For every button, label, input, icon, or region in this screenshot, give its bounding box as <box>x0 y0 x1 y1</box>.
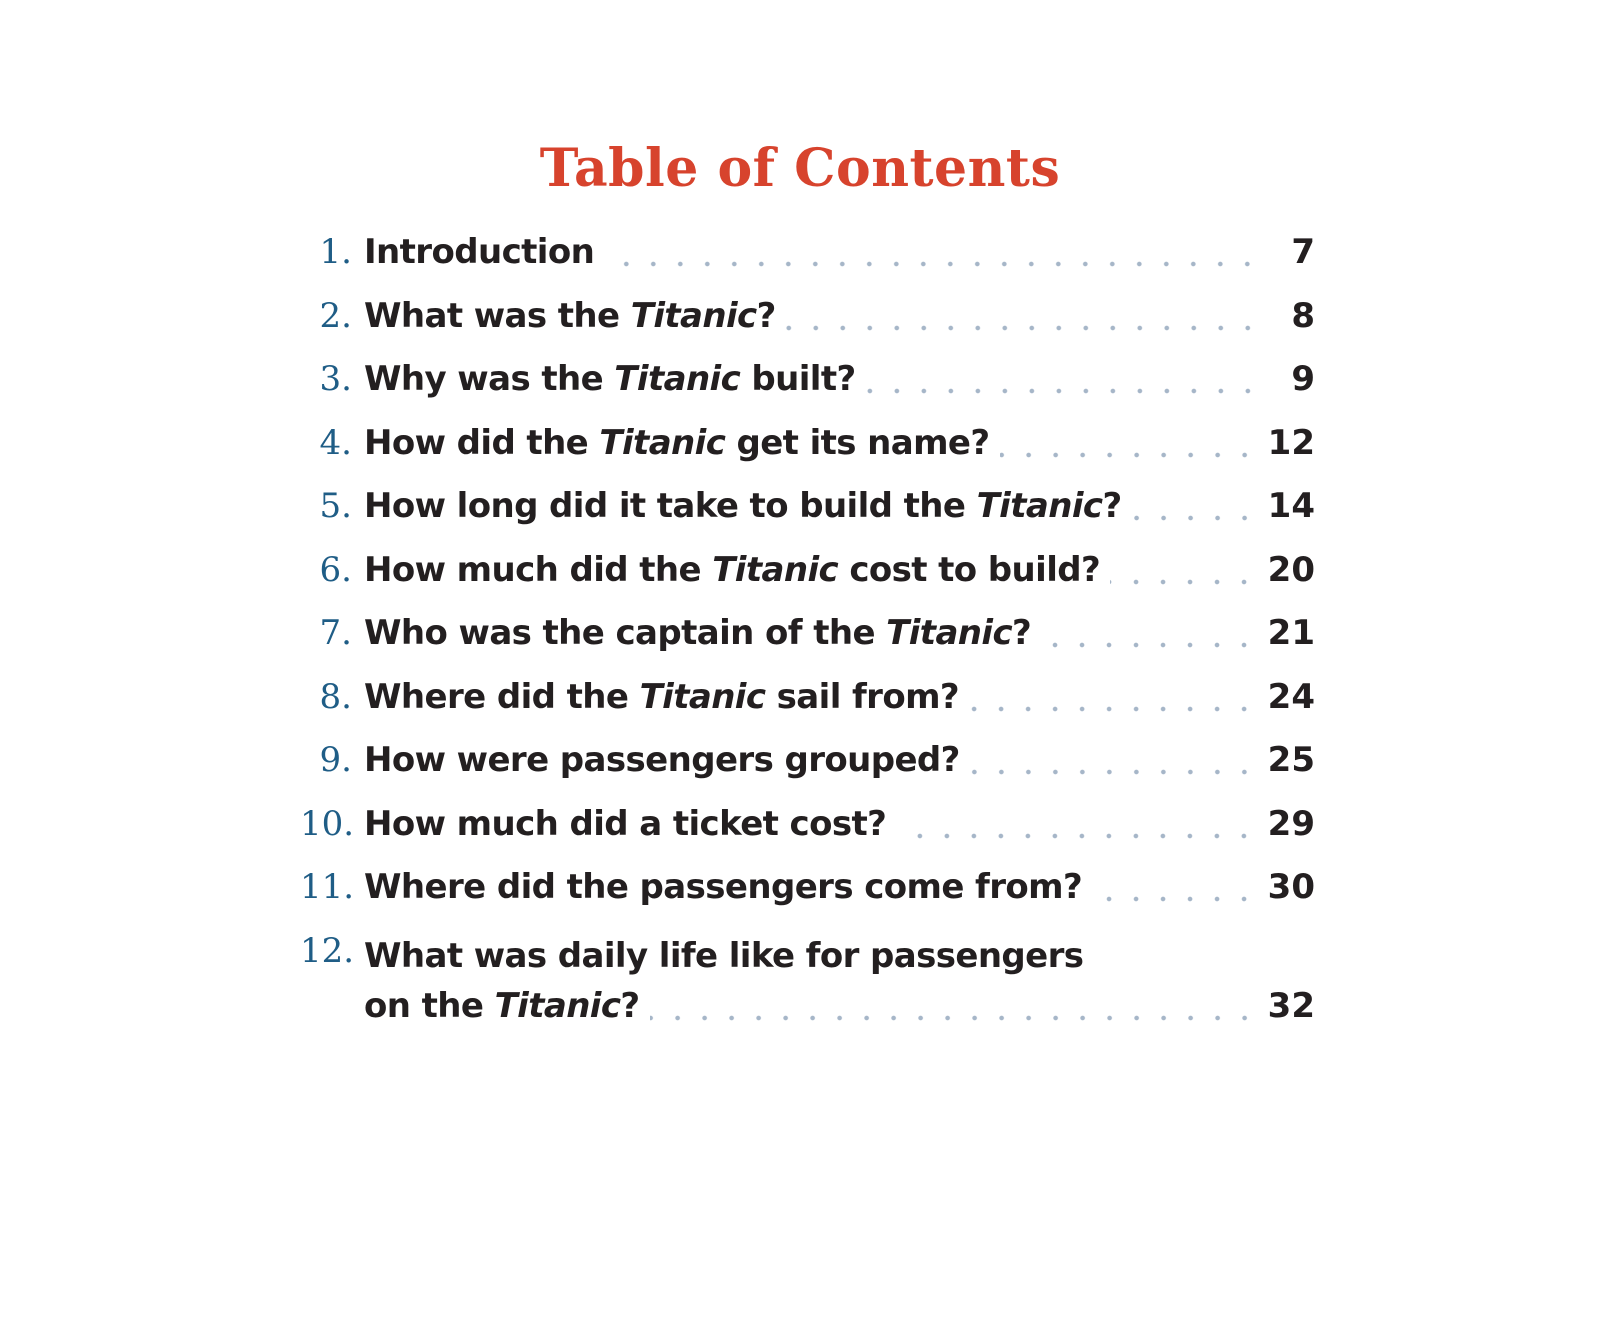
entry-page: 9 <box>1291 359 1315 399</box>
entry-title: Introduction <box>364 232 595 272</box>
toc-entry[interactable] <box>300 804 1315 868</box>
toc-entry[interactable] <box>300 867 1315 931</box>
entry-page: 7 <box>1291 232 1315 272</box>
dot-leader <box>866 388 1261 394</box>
toc-list <box>300 232 1315 1031</box>
dot-leader <box>896 833 1257 839</box>
entry-number: 2. <box>319 295 352 336</box>
toc-entry[interactable] <box>300 931 1315 1031</box>
entry-page: 21 <box>1267 613 1315 653</box>
entry-page: 24 <box>1267 676 1315 717</box>
toc-entry[interactable] <box>300 550 1315 614</box>
dot-leader <box>970 769 1258 775</box>
entry-title-line1: What was daily life like for passengers <box>364 935 1084 976</box>
dot-leader <box>604 261 1261 267</box>
dot-leader <box>650 1015 1258 1021</box>
entry-title: How much did a ticket cost? <box>364 803 887 844</box>
entry-page: 20 <box>1267 549 1315 590</box>
toc-entry[interactable] <box>300 232 1315 296</box>
entry-title: Why was the Titanic built? <box>364 359 856 399</box>
entry-number: 1. <box>319 232 352 272</box>
entry-number: 4. <box>319 422 352 463</box>
toc-entry[interactable] <box>300 486 1315 550</box>
dot-leader <box>1000 452 1258 458</box>
entry-title: How were passengers grouped? <box>364 740 960 780</box>
entry-number: 7. <box>319 613 352 653</box>
entry-title: What was the Titanic? <box>364 295 776 336</box>
entry-number: 9. <box>319 740 352 780</box>
dot-leader <box>969 706 1258 712</box>
entry-page: 8 <box>1291 295 1315 336</box>
entry-title: Where did the passengers come from? <box>364 867 1083 907</box>
toc-entry[interactable] <box>300 613 1315 677</box>
entry-title: How long did it take to build the Titanic? <box>364 486 1122 526</box>
entry-number: 8. <box>319 676 352 717</box>
toc-entry[interactable] <box>300 359 1315 423</box>
dot-leader <box>1110 579 1258 585</box>
toc-title: Table of Contents <box>539 138 1061 199</box>
entry-number: 11. <box>300 867 355 907</box>
entry-title: Who was the captain of the Titanic? <box>364 613 1032 653</box>
entry-page: 29 <box>1267 803 1315 844</box>
entry-number: 10. <box>300 803 355 844</box>
dot-leader <box>1092 896 1258 902</box>
entry-page: 14 <box>1267 486 1315 526</box>
dot-leader <box>1041 642 1258 648</box>
entry-page: 32 <box>1267 985 1315 1026</box>
toc-entry[interactable] <box>300 677 1315 741</box>
entry-title: How much did the Titanic cost to build? <box>364 549 1101 590</box>
entry-number: 12. <box>300 930 355 971</box>
entry-number: 6. <box>319 549 352 590</box>
entry-title: How did the Titanic get its name? <box>364 422 990 463</box>
toc-entry[interactable] <box>300 296 1315 360</box>
entry-page: 30 <box>1267 867 1315 907</box>
entry-number: 3. <box>319 359 352 399</box>
toc-entry[interactable] <box>300 423 1315 487</box>
dot-leader <box>786 325 1261 331</box>
dot-leader <box>1132 515 1258 521</box>
entry-number: 5. <box>319 486 352 526</box>
entry-page: 25 <box>1267 740 1315 780</box>
entry-title-line2: on the Titanic? <box>364 985 640 1026</box>
entry-page: 12 <box>1267 422 1315 463</box>
toc-entry[interactable] <box>300 740 1315 804</box>
entry-title: Where did the Titanic sail from? <box>364 676 960 717</box>
